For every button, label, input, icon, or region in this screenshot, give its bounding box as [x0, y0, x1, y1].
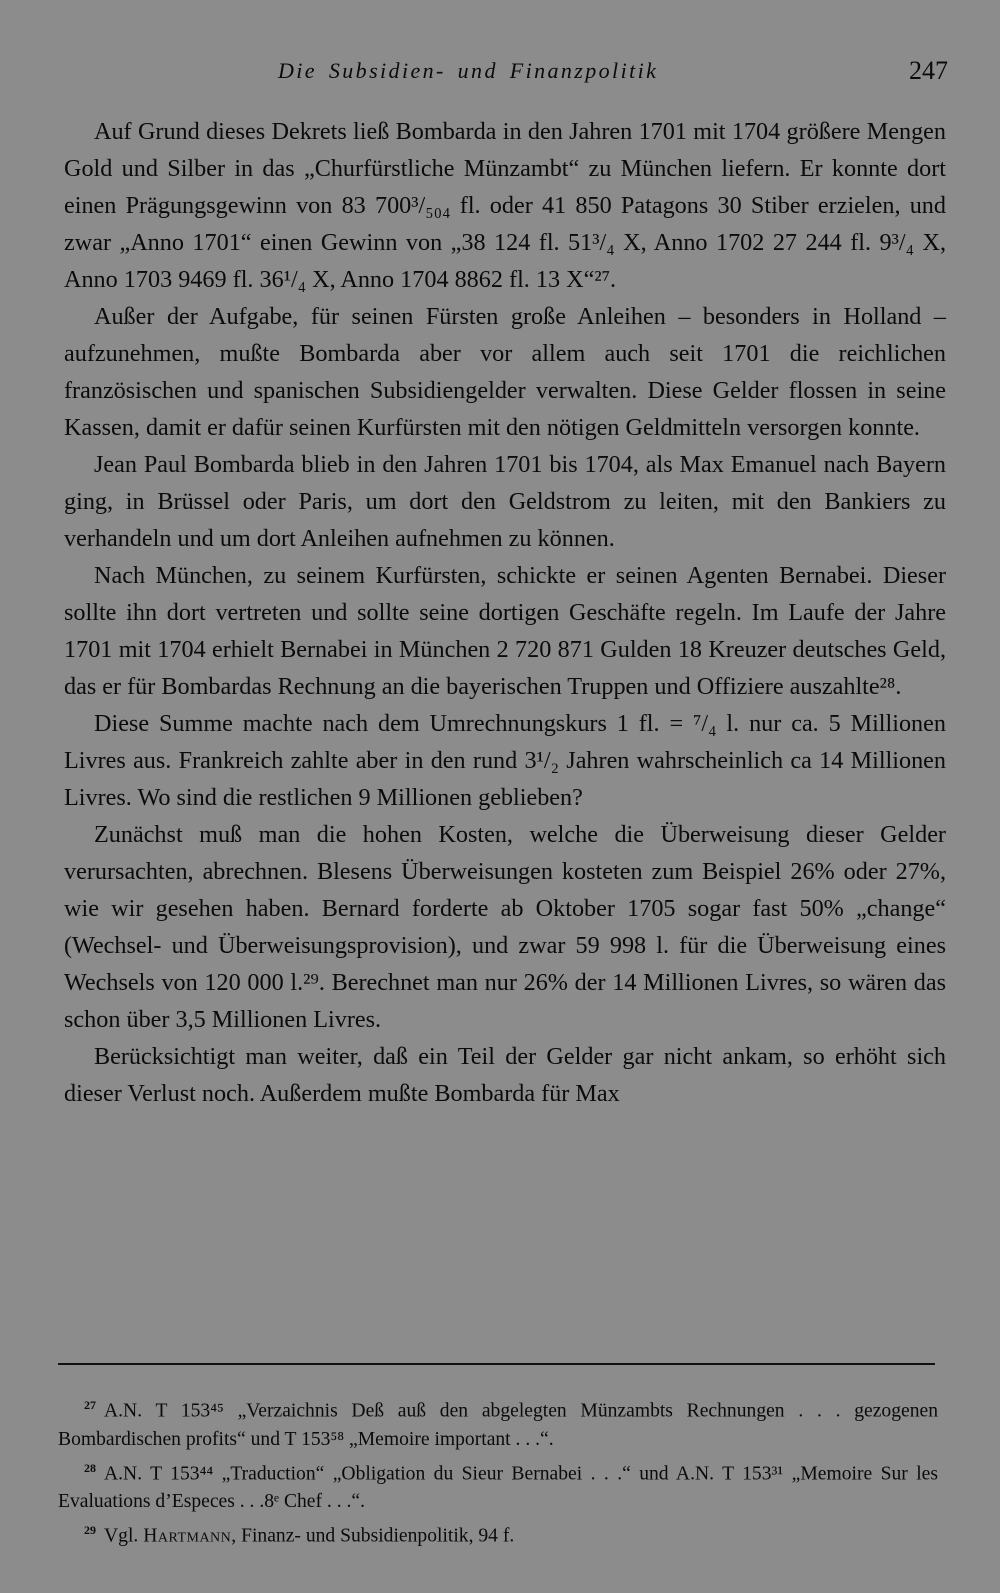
paragraph: Auf Grund dieses Dekrets ließ Bombarda in den Jahren 1701 mit 1704 größere Mengen Gold und Silber in das „Churfürstliche Münzambt“ zu München liefern. Er konnte dort einen Prägungsgewinn von 83 700³/₅₀₄ fl. oder 41 850 Patagons 30 Stiber erzielen, und zwar „Anno 1701“ einen Gewinn von „38 124 fl. 51³/₄ X, Anno 1702 27 244 fl. 9³/₄ X, Anno 1703 9469 fl. 36¹/₄ X, Anno 1704 8862 fl. 13 X“²⁷.: [64, 118, 946, 293]
footnotes: [58, 1391, 938, 1551]
paragraph: Zunächst muß man die hohen Kosten, welche die Überweisung dieser Gelder verursachten, abrechnen. Blesens Überweisungen kosteten zum Beispiel 26% oder 27%, wie wir gesehen haben. Bernard forderte ab Oktober 1705 sogar fast 50% „change“ (Wechsel- und Überweisungsprovision), und zwar 59 998 l. für die Überweisung eines Wechsels von 120 000 l.²⁹. Berechnet man nur 26% der 14 Millionen Livres, so wären das schon über 3,5 Millionen Livres.: [64, 821, 946, 1033]
footnote-number: 27: [84, 1398, 96, 1412]
page-number: 247: [909, 56, 948, 85]
running-head: Die Subsidien- und Finanzpolitik: [278, 58, 659, 83]
footnote-number: 28: [84, 1460, 96, 1475]
footnote: [58, 1391, 938, 1454]
page-header: [0, 56, 1000, 96]
footnote-divider: [58, 1363, 935, 1365]
paragraph: Jean Paul Bombarda blieb in den Jahren 1701 bis 1704, als Max Emanuel nach Bayern ging, in Brüssel oder Paris, um dort den Geldstrom zu leiten, mit den Bankiers zu verhandeln und um dort Anleihen aufnehmen zu können.: [64, 451, 946, 552]
footnote-text: A.N. T 153⁴⁵ „Verzaichnis Deß auß den abgelegten Münzambts Rechnungen . . . gezogenen Bombardischen profits“ und T 153⁵⁸ „Memoire important . . .“.: [58, 1400, 938, 1450]
footnote-text-prefix: Vgl.: [104, 1525, 144, 1547]
footnote-author: Hartmann: [143, 1525, 232, 1547]
paragraph: Nach München, zu seinem Kurfürsten, schickte er seinen Agenten Bernabei. Dieser sollte ihn dort vertreten und sollte seine dortigen Geschäfte regeln. Im Laufe der Jahre 1701 mit 1704 erhielt Bernabei in München 2 720 871 Gulden 18 Kreuzer deutsches Geld, das er für Bombardas Rechnung an die bayerischen Truppen und Offiziere auszahlte²⁸.: [64, 562, 946, 700]
footnote-text-suffix: , Finanz- und Subsidienpolitik, 94 f.: [231, 1525, 515, 1547]
footnote: [58, 1516, 938, 1551]
body-text: [64, 113, 946, 1112]
footnote-text: A.N. T 153⁴⁴ „Traduction“ „Obligation du Sieur Bernabei . . .“ und A.N. T 153³¹ „Memoire Sur les Evaluations d’Especes . . .8ᵉ Chef . . .“.: [58, 1463, 938, 1513]
footnote-number: 29: [84, 1523, 96, 1538]
paragraph: Berücksichtigt man weiter, daß ein Teil der Gelder gar nicht ankam, so erhöht sich dieser Verlust noch. Außerdem mußte Bombarda für Max: [64, 1043, 946, 1107]
paragraph: Außer der Aufgabe, für seinen Fürsten große Anleihen – besonders in Holland – aufzunehmen, mußte Bombarda aber vor allem auch seit 1701 die reichlichen französischen und spanischen Subsidiengelder verwalten. Diese Gelder flossen in seine Kassen, damit er dafür seinen Kurfürsten mit den nötigen Geldmitteln versorgen konnte.: [64, 303, 946, 441]
paragraph: Diese Summe machte nach dem Umrechnungskurs 1 fl. = ⁷/₄ l. nur ca. 5 Millionen Livres aus. Frankreich zahlte aber in den rund 3¹/₂ Jahren wahrscheinlich ca 14 Millionen Livres. Wo sind die restlichen 9 Millionen geblieben?: [64, 710, 946, 811]
footnote: [58, 1454, 938, 1517]
